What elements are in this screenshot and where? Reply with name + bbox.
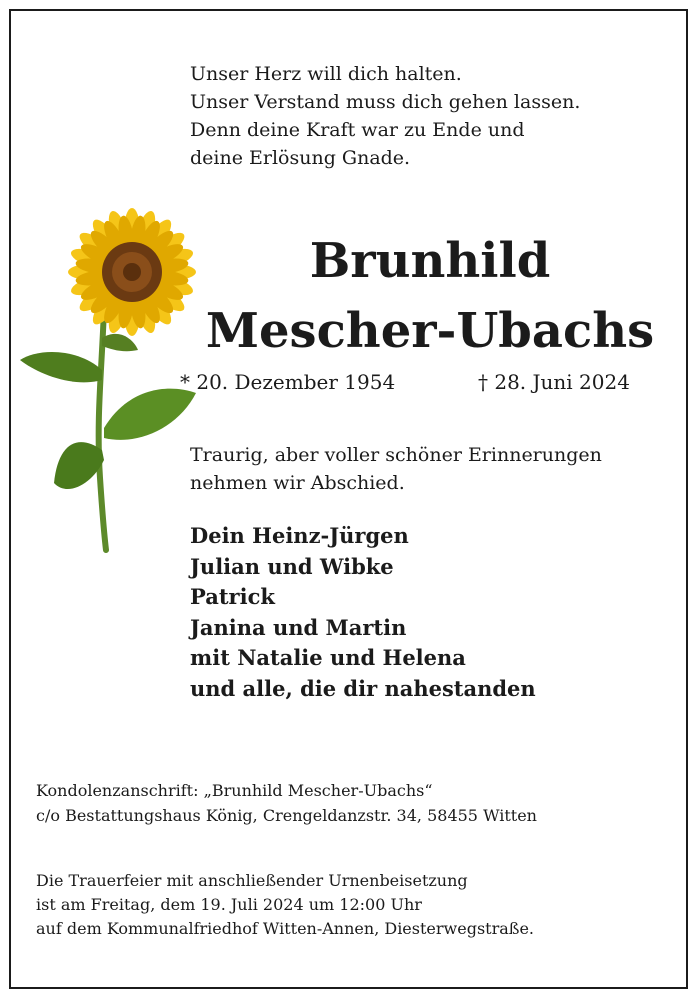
poem-line: deine Erlösung Gnade. [190,147,411,169]
birth-date: * 20. Dezember 1954 [180,370,396,394]
service-line: Die Trauerfeier mit anschließender Urnenbeisetzung [36,871,468,890]
mourning-text [190,441,602,497]
service-details [36,869,534,941]
poem-line: Denn deine Kraft war zu Ende und [190,119,525,141]
family-line: und alle, die dir nahestanden [190,675,536,701]
death-date: † 28. Juni 2024 [478,370,630,394]
sunflower-leaf [102,334,138,351]
condolence-line: c/o Bestattungshaus König, Crengeldanzstr. 34, 58455 Witten [36,806,537,825]
sunflower-leaf [104,389,196,440]
service-line: auf dem Kommunalfriedhof Witten-Annen, Diesterwegstraße. [36,919,535,938]
condolence-line: Kondolenzanschrift: „Brunhild Mescher-Ubachs“ [36,781,433,800]
family-line: Janina und Martin [190,614,407,640]
deceased-first-name: Brunhild [309,233,551,289]
mourning-line: Traurig, aber voller schöner Erinnerungen [190,444,602,466]
family-line: mit Natalie und Helena [190,645,466,670]
family-line: Patrick [190,584,275,609]
poem [190,60,580,172]
sunflower-center-core [123,263,141,281]
condolence-address [36,778,537,828]
family-line: Dein Heinz-Jürgen [190,523,409,548]
sunflower-leaf [20,352,102,382]
service-line: ist am Freitag, dem 19. Juli 2024 um 12:00 Uhr [36,895,422,914]
family-signatures [190,521,536,704]
poem-line: Unser Verstand muss dich gehen lassen. [190,91,581,113]
family-line: Julian und Wibke [190,553,394,579]
poem-line: Unser Herz will dich halten. [190,63,462,85]
deceased-last-name: Mescher-Ubachs [205,303,655,359]
sunflower-leaf [54,442,104,489]
mourning-line: nehmen wir Abschied. [190,472,405,494]
